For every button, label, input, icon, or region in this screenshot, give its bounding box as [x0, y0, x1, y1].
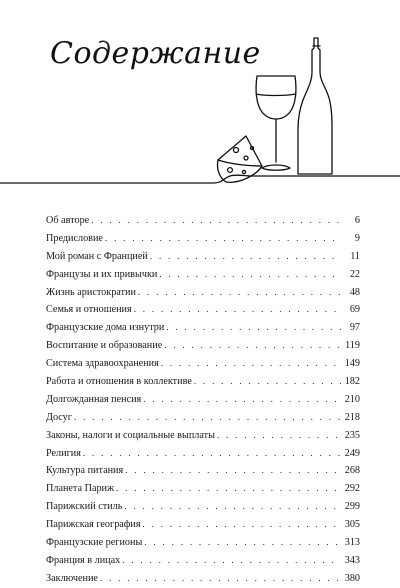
- toc-entry-title: Парижский стиль: [46, 501, 123, 513]
- toc-entry-page: 210: [344, 393, 360, 405]
- toc-entry[interactable]: [46, 373, 360, 391]
- toc-entry[interactable]: [46, 570, 360, 588]
- toc-entry-page: 313: [344, 537, 360, 549]
- toc-entry-page: 305: [344, 519, 360, 531]
- toc-entry[interactable]: [46, 355, 360, 373]
- toc-entry[interactable]: [46, 409, 360, 427]
- toc-entry-title: Французские регионы: [46, 537, 143, 549]
- toc-entry-title: Система здравоохранения: [46, 358, 159, 370]
- toc-entry-page: 218: [344, 411, 360, 423]
- cheese-hole: [244, 156, 248, 160]
- toc-entry[interactable]: [46, 445, 360, 463]
- toc-entry-title: Французы и их привычки: [46, 268, 158, 280]
- toc-entry[interactable]: [46, 319, 360, 337]
- toc-entry-page: 299: [344, 501, 360, 513]
- toc-entry-title: Воспитание и образование: [46, 340, 163, 352]
- wine-bottle-glass-cheese-illustration: [0, 0, 400, 200]
- toc-dot-leader: [166, 319, 341, 337]
- toc-entry-title: Досуг: [46, 411, 72, 423]
- table-of-contents: [46, 212, 360, 588]
- toc-entry-title: Об авторе: [46, 215, 90, 226]
- toc-entry[interactable]: [46, 534, 360, 552]
- toc-entry-page: 119: [345, 340, 360, 352]
- toc-dot-leader: [164, 337, 341, 355]
- toc-entry[interactable]: [46, 462, 360, 480]
- toc-dot-leader: [105, 230, 341, 248]
- toc-entry-page: 149: [344, 358, 360, 370]
- toc-entry-title: Работа и отношения в коллективе: [46, 376, 192, 388]
- toc-entry[interactable]: [46, 284, 360, 302]
- toc-dot-leader: [100, 570, 341, 588]
- toc-entry-title: Предисловие: [46, 232, 103, 244]
- toc-entry-page: 9: [354, 232, 360, 244]
- wine-glass-liquid-line: [256, 94, 296, 96]
- toc-entry-title: Религия: [46, 447, 81, 459]
- toc-entry[interactable]: [46, 391, 360, 409]
- toc-entry[interactable]: [46, 248, 360, 266]
- toc-entry-title: Долгожданная пенсия: [46, 393, 142, 405]
- toc-entry[interactable]: [46, 212, 360, 230]
- toc-entry-title: Культура питания: [46, 465, 124, 477]
- toc-dot-leader: [116, 480, 341, 498]
- toc-entry-page: 97: [349, 322, 360, 334]
- toc-entry[interactable]: [46, 337, 360, 355]
- toc-entry-title: Франция в лицах: [46, 554, 121, 566]
- toc-dot-leader: [144, 534, 341, 552]
- toc-entry-page: 6: [354, 215, 360, 226]
- toc-entry-page: 343: [344, 554, 360, 566]
- toc-entry-title: Планета Париж: [46, 483, 115, 495]
- toc-entry[interactable]: [46, 230, 360, 248]
- toc-entry[interactable]: [46, 480, 360, 498]
- cheese-wedge-edge: [218, 160, 262, 166]
- toc-entry-page: 235: [344, 429, 360, 441]
- wine-glass-foot: [262, 165, 290, 170]
- toc-dot-leader: [143, 516, 341, 534]
- toc-entry[interactable]: [46, 516, 360, 534]
- toc-entry-title: Законы, налоги и социальные выплаты: [46, 429, 215, 441]
- toc-entry-title: Парижская география: [46, 519, 141, 531]
- toc-entry-title: Французские дома изнутри: [46, 322, 165, 334]
- toc-dot-leader: [134, 301, 341, 319]
- cheese-hole: [234, 148, 239, 153]
- toc-entry-title: Жизнь аристократии: [46, 286, 136, 298]
- toc-dot-leader: [194, 373, 341, 391]
- toc-dot-leader: [91, 212, 341, 230]
- toc-entry-page: 11: [350, 250, 360, 262]
- toc-dot-leader: [83, 445, 341, 463]
- toc-entry-page: 48: [349, 286, 360, 298]
- toc-dot-leader: [159, 266, 341, 284]
- toc-entry-page: 69: [349, 304, 360, 316]
- toc-dot-leader: [217, 427, 341, 445]
- toc-dot-leader: [124, 498, 341, 516]
- toc-entry-page: 380: [344, 572, 360, 584]
- toc-dot-leader: [161, 355, 341, 373]
- toc-dot-leader: [150, 248, 341, 266]
- baseline-line: [0, 175, 400, 183]
- toc-entry-page: 268: [344, 465, 360, 477]
- page-title: Содержание: [50, 36, 261, 71]
- toc-entry-page: 292: [344, 483, 360, 495]
- toc-dot-leader: [74, 409, 341, 427]
- toc-entry-title: Мой роман с Францией: [46, 250, 148, 262]
- toc-entry-page: 249: [344, 447, 360, 459]
- cheese-hole: [228, 168, 233, 173]
- toc-entry[interactable]: [46, 301, 360, 319]
- toc-dot-leader: [143, 391, 341, 409]
- toc-entry-title: Заключение: [46, 572, 98, 584]
- toc-dot-leader: [122, 552, 341, 570]
- wine-bottle-outline: [298, 38, 332, 174]
- toc-dot-leader: [138, 284, 341, 302]
- cheese-hole: [242, 170, 245, 173]
- toc-entry-page: 182: [344, 376, 360, 388]
- toc-entry[interactable]: [46, 498, 360, 516]
- toc-entry[interactable]: [46, 266, 360, 284]
- toc-entry-page: 22: [349, 268, 360, 280]
- toc-dot-leader: [125, 462, 341, 480]
- wine-glass-bowl: [256, 76, 296, 119]
- toc-entry[interactable]: [46, 427, 360, 445]
- toc-entry-title: Семья и отношения: [46, 304, 132, 316]
- toc-entry[interactable]: [46, 552, 360, 570]
